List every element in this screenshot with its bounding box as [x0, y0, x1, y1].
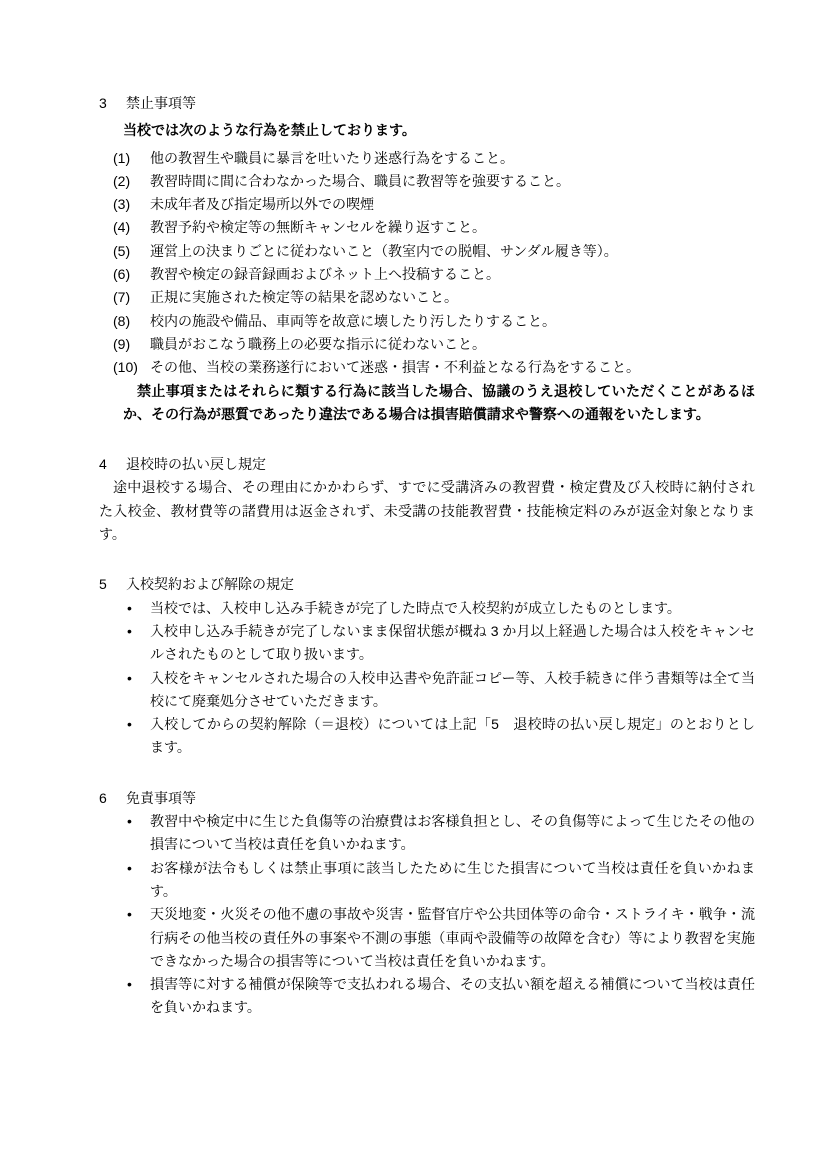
- bullet-icon: •: [127, 813, 132, 830]
- prohibited-intro-text: 当校では次のような行為を禁止しております。: [123, 122, 416, 139]
- prohibited-penalty-note: 禁止事項またはそれらに類する行為に該当した場合、協議のうえ退校していただくことがあるほか、その行為が悪質であったり違法である場合は損害賠償請求や警察への通報をいたします。: [123, 382, 755, 422]
- bullet-icon: •: [127, 622, 132, 639]
- item-number: (3): [113, 196, 131, 213]
- list-item: [113, 310, 755, 333]
- bullet-text: 入校申し込み手続きが完了しないまま保留状態が概ね 3 か月以上経過した場合は入校をキャンセルされたものとして取り扱います。: [150, 622, 755, 663]
- item-number: (5): [113, 242, 131, 259]
- bullet-text: 入校してからの契約解除（＝退校）については上記「5 退校時の払い戻し規定」のとおりとします。: [150, 716, 755, 756]
- disclaimer-bullet-list: [127, 810, 755, 1020]
- list-item: [113, 170, 755, 193]
- bullet-icon: •: [127, 669, 132, 686]
- section-refund-rules: [99, 453, 755, 546]
- list-item: [127, 903, 755, 973]
- item-number: (2): [113, 172, 131, 189]
- item-text: 運営上の決まりごとに従わないこと（教室内での脱帽、サンダル履き等）。: [150, 242, 618, 259]
- refund-paragraph: 途中退校する場合、その理由にかかわらず、すでに受講済みの教習費・検定費及び入校時に納付された入校金、教材費等の諸費用は返金されず、未受講の技能教習費・技能検定料のみが返金対象となります。: [99, 479, 755, 543]
- section-3-heading: [99, 92, 755, 115]
- section-5-heading: [99, 573, 755, 596]
- enrollment-bullet-list: [127, 597, 755, 760]
- item-text: 未成年者及び指定場所以外での喫煙: [150, 196, 374, 213]
- bullet-text: 天災地変・火災その他不慮の事故や災害・監督官庁や公共団体等の命令・ストライキ・戦争・流行病その他当校の責任外の事案や不測の事態（車両や設備等の故障を含む）等により教習を実施できなかった場合の損害等について当校は責任を負いかねます。: [150, 906, 755, 969]
- list-item: [113, 147, 755, 170]
- section-5-number: 5: [99, 576, 107, 593]
- list-item: [127, 597, 755, 620]
- bullet-icon: •: [127, 906, 132, 923]
- bullet-icon: •: [127, 859, 132, 876]
- item-text: 正規に実施された検定等の結果を認めないこと。: [150, 289, 458, 306]
- list-item: [113, 216, 755, 239]
- section-4-title: 退校時の払い戻し規定: [126, 456, 266, 473]
- section-6-title: 免責事項等: [126, 789, 196, 806]
- item-text: 教習予約や検定等の無断キャンセルを繰り返すこと。: [150, 219, 486, 236]
- section-5-title: 入校契約および解除の規定: [126, 576, 294, 593]
- item-text: 教習時間に間に合わなかった場合、職員に教習等を強要すること。: [150, 172, 570, 189]
- section-3-title: 禁止事項等: [126, 95, 196, 111]
- list-item: [113, 333, 755, 356]
- section-4-heading: [99, 453, 755, 476]
- section-3-number: 3: [99, 95, 107, 111]
- bullet-text: お客様が法令もしくは禁止事項に該当したために生じた損害について当校は責任を負いかねます。: [150, 859, 755, 899]
- section-4-number: 4: [99, 456, 107, 473]
- prohibited-items-list: [113, 147, 755, 380]
- list-item: [127, 810, 755, 857]
- section-6-heading: [99, 787, 755, 810]
- item-text: 教習や検定の録音録画およびネット上へ投稿すること。: [150, 266, 500, 283]
- list-item: [113, 240, 755, 263]
- bullet-text: 入校をキャンセルされた場合の入校申込書や免許証コピー等、入校手続きに伴う書類等は全て当校にて廃棄処分させていただきます。: [150, 669, 755, 709]
- bullet-text: 損害等に対する補償が保険等で支払われる場合、その支払い額を超える補償について当校は責任を負いかねます。: [150, 976, 755, 1016]
- bullet-icon: •: [127, 976, 132, 993]
- list-item: [113, 286, 755, 309]
- list-item: [127, 713, 755, 760]
- item-number: (10): [113, 359, 138, 376]
- item-number: (4): [113, 219, 131, 236]
- section-enrollment-contract: [99, 573, 755, 759]
- section-6-number: 6: [99, 789, 107, 806]
- item-text: 職員がおこなう職務上の必要な指示に従わないこと。: [150, 335, 486, 352]
- item-number: (8): [113, 312, 131, 329]
- section-prohibited-matters: [99, 92, 755, 426]
- bullet-icon: •: [127, 599, 132, 616]
- bullet-icon: •: [127, 716, 132, 733]
- item-number: (6): [113, 266, 131, 283]
- item-number: (7): [113, 289, 131, 306]
- bullet-text: 教習中や検定中に生じた負傷等の治療費はお客様負担とし、その負傷等によって生じたその他の損害について当校は責任を負いかねます。: [150, 813, 755, 853]
- item-number: (9): [113, 335, 131, 352]
- item-text: 他の教習生や職員に暴言を吐いたり迷惑行為をすること。: [150, 149, 514, 166]
- list-item: [127, 620, 755, 667]
- section-disclaimers: [99, 787, 755, 1020]
- list-item: [127, 667, 755, 714]
- item-number: (1): [113, 149, 131, 166]
- item-text: 校内の施設や備品、車両等を故意に壊したり汚したりすること。: [150, 312, 556, 329]
- list-item: [113, 263, 755, 286]
- list-item: [113, 193, 755, 216]
- bullet-text: 当校では、入校申し込み手続きが完了した時点で入校契約が成立したものとします。: [150, 599, 681, 616]
- list-item: [113, 356, 755, 379]
- item-text: その他、当校の業務遂行において迷惑・損害・不利益となる行為をすること。: [150, 359, 640, 376]
- list-item: [127, 857, 755, 904]
- list-item: [127, 973, 755, 1020]
